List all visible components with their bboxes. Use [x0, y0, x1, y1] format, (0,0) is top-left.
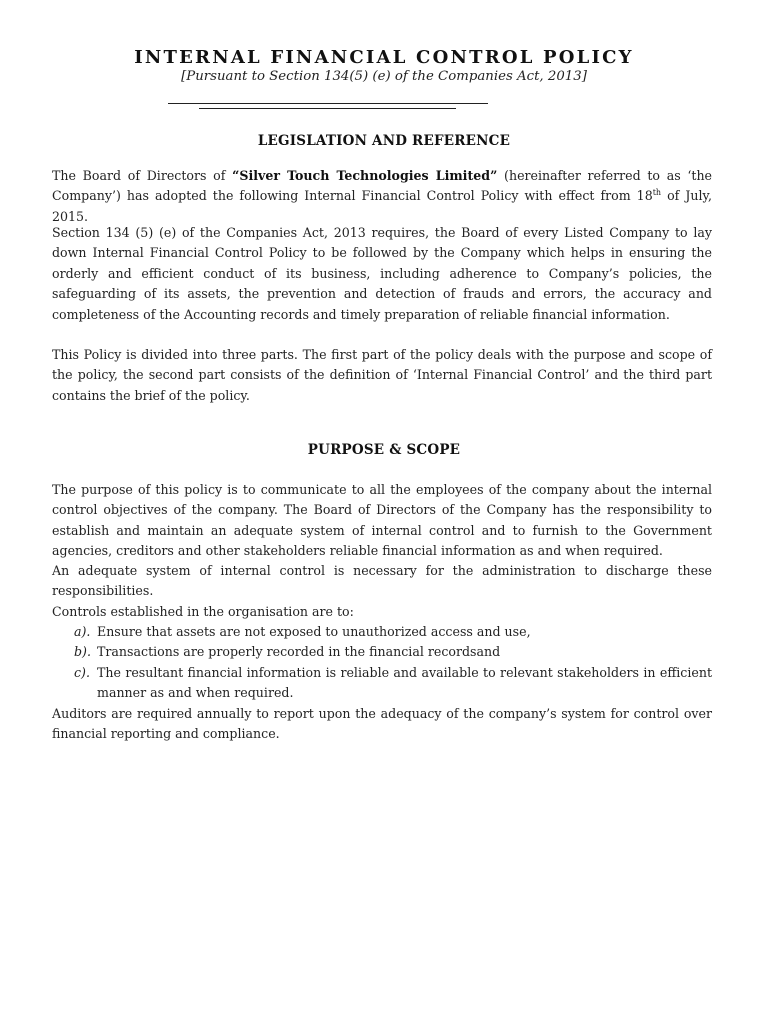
list-marker: a). [74, 624, 91, 639]
list-item [52, 663, 712, 704]
company-name: “Silver Touch Technologies Limited” [232, 168, 498, 183]
list-item-text: Ensure that assets are not exposed to unauthorized access and use, [97, 624, 531, 639]
p1-before: The Board of Directors of [52, 168, 233, 183]
title-divider-top [168, 103, 488, 104]
list-marker: c). [74, 664, 90, 680]
legislation-paragraph-3: This Policy is divided into three parts. The first part of the policy deals with the purpose and scope of the policy, the second part consists of the definition of ‘Internal Financial Control’ and the third part contains the brief of the policy. [52, 347, 712, 403]
purpose-paragraph-1: The purpose of this policy is to communicate to all the employees of the company about the internal control objectives of the company. The Board of Directors of the Company has the responsibility to establish and maintain an adequate system of internal control and to furnish to the Government agencies, creditors and other stakeholders reliable financial information as and when required. [52, 482, 712, 559]
p1-end: of July, 2015. [52, 188, 712, 224]
document-subtitle: [Pursuant to Section 134(5) (e) of the Companies Act, 2013] [181, 69, 587, 84]
legislation-paragraph-2: Section 134 (5) (e) of the Companies Act, 2013 requires, the Board of every Listed Company to lay down Internal Financial Control Policy to be followed by the Company which helps in ensuring the orderly and efficient conduct of its business, including adherence to Company’s policies, the safeguarding of its assets, the prevention and detection of frauds and errors, the accuracy and completeness of the Accounting records and timely preparation of reliable financial information. [52, 225, 712, 322]
purpose-paragraph-3: Controls established in the organisation are to: [52, 604, 354, 619]
list-marker: b). [74, 644, 91, 660]
legislation-paragraph-1 [52, 166, 712, 227]
purpose-paragraph-4: Auditors are required annually to report upon the adequacy of the company’s system for control over financial reporting and compliance. [52, 706, 712, 742]
list-item-text: Transactions are properly recorded in the financial recordsand [97, 644, 501, 660]
list-item [52, 642, 712, 662]
list-item-text: The resultant financial information is reliable and available to relevant stakeholders in efficient manner as and when required. [97, 664, 712, 701]
section-heading-purpose: PURPOSE & SCOPE [307, 442, 461, 458]
p1-superscript: th [652, 188, 662, 198]
p1-after: (hereinafter referred to as ‘the Company’) has adopted the following Internal Financial Control Policy with effect from 18 [52, 168, 713, 204]
title-divider-bottom [199, 108, 456, 109]
list-item [52, 622, 712, 642]
controls-list [52, 622, 712, 704]
section-heading-legislation: LEGISLATION AND REFERENCE [257, 133, 511, 149]
purpose-paragraph-2: An adequate system of internal control is necessary for the administration to discharge these responsibilities. [52, 563, 712, 599]
document-title: INTERNAL FINANCIAL CONTROL POLICY [134, 47, 634, 68]
